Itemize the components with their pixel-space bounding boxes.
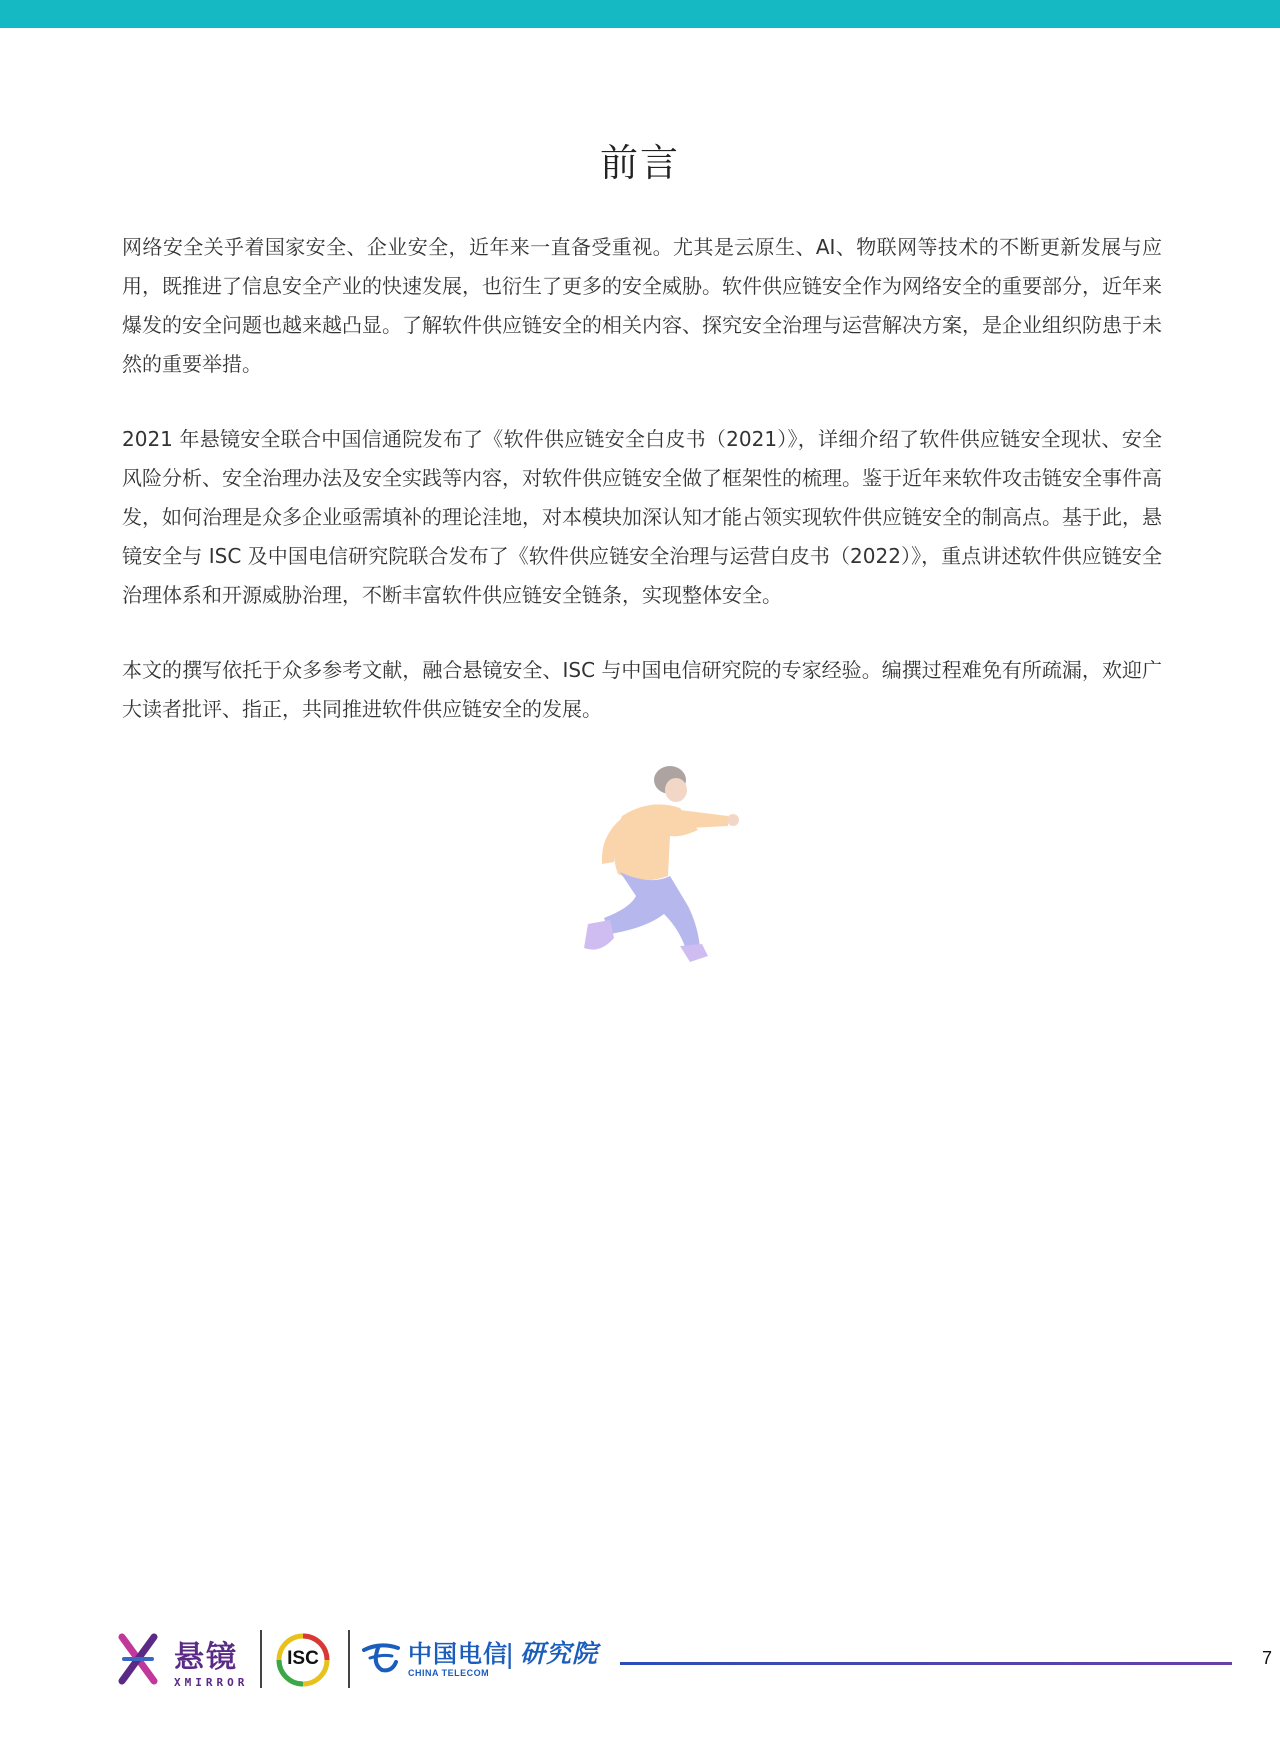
paragraph-3: 本文的撰写依托于众多参考文献，融合悬镜安全、ISC 与中国电信研究院的专家经验。编撰过程难免有所疏漏，欢迎广大读者批评、指正，共同推进软件供应链安全的发展。 xyxy=(122,658,1162,721)
china-telecom-separator: | xyxy=(506,1638,514,1669)
page-number: 7 xyxy=(1262,1648,1273,1668)
top-accent-bar xyxy=(0,0,1280,28)
paragraph-1: 网络安全关乎着国家安全、企业安全，近年来一直备受重视。尤其是云原生、AI、物联网等技术的不断更新发展与应用，既推进了信息安全产业的快速发展，也衍生了更多的安全威胁。软件供应链安全作为网络安全的重要部分，近年来爆发的安全问题也越来越凸显。了解软件供应链安全的相关内容、探究安全治理与运营解决方案，是企业组织防患于未然的重要举措。 xyxy=(122,235,1162,376)
xuanjing-logo-icon xyxy=(118,1631,158,1687)
logo-divider xyxy=(260,1630,262,1688)
footer xyxy=(118,1628,1273,1698)
china-telecom-logo-text: 中国电信 xyxy=(408,1639,508,1668)
xuanjing-logo-subtext: XMIRROR xyxy=(174,1676,249,1689)
paragraph-2: 2021 年悬镜安全联合中国信通院发布了《软件供应链安全白皮书（2021）》，详细介绍了软件供应链安全现状、安全风险分析、安全治理办法及安全实践等内容，对软件供应链安全做了框架性的梳理。鉴于近年来软件攻击链安全事件高发，如何治理是众多企业亟需填补的理论洼地，对本模块加深认知才能占领实现软件供应链安全的制高点。基于此，悬镜安全与 ISC 及中国电信研究院联合发布了《软件供应链安全治理与运营白皮书（2022）》，重点讲述软件供应链安全治理体系和开源威胁治理，不断丰富软件供应链安全链条，实现整体安全。 xyxy=(122,427,1162,607)
logo-divider xyxy=(348,1630,350,1688)
xuanjing-logo-text: 悬镜 xyxy=(174,1640,238,1675)
china-telecom-logo-icon xyxy=(362,1642,400,1674)
body-content xyxy=(122,228,1162,765)
isc-logo-text: ISC xyxy=(287,1648,319,1669)
china-telecom-logo-subtext: CHINA TELECOM xyxy=(408,1668,490,1678)
page-title: 前言 xyxy=(599,141,680,185)
research-institute-logo-text: 研究院 xyxy=(520,1639,599,1668)
footer-gradient-line xyxy=(620,1662,1232,1665)
running-person-illustration xyxy=(530,758,760,978)
